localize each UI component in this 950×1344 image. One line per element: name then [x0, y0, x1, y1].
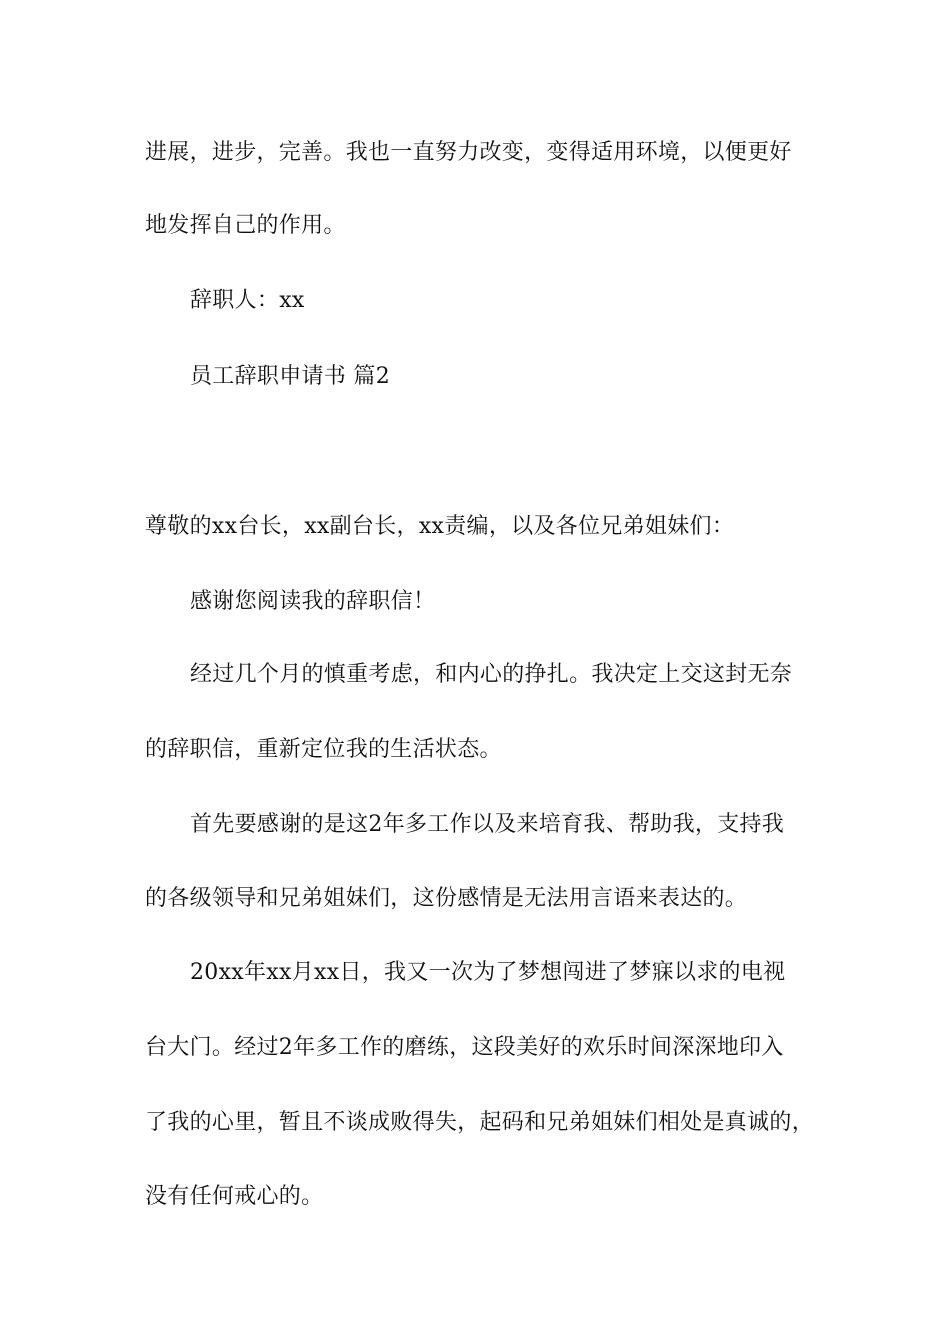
paragraph-line: 经过几个月的慎重考虑，和内心的挣扎。我决定上交这封无奈: [190, 662, 793, 687]
paragraph-line: 20xx年xx月xx日，我又一次为了梦想闯进了梦寐以求的电视: [190, 960, 786, 985]
paragraph-line: 台大门。经过2年多工作的磨练，这段美好的欢乐时间深深地印入: [145, 1035, 784, 1060]
paragraph-line: 进展，进步，完善。我也一直努力改变，变得适用环境，以便更好: [145, 140, 792, 165]
paragraph-line: 感谢您阅读我的辞职信！: [190, 589, 436, 614]
paragraph-line: 的各级领导和兄弟姐妹们，这份感情是无法用言语来表达的。: [145, 886, 748, 911]
paragraph-line: 了我的心里，暂且不谈成败得失，起码和兄弟姐妹们相处是真诚的，: [145, 1110, 815, 1135]
paragraph-line: 没有任何戒心的。: [145, 1184, 324, 1209]
paragraph-line: 的辞职信，重新定位我的生活状态。: [145, 737, 502, 762]
salutation: 尊敬的xx台长，xx副台长，xx责编，以及各位兄弟姐妹们：: [145, 514, 735, 539]
signature-line: 辞职人：xx: [190, 288, 305, 313]
paragraph-line: 首先要感谢的是这2年多工作以及来培育我、帮助我，支持我: [190, 812, 785, 837]
section-heading: 员工辞职申请书 篇2: [190, 364, 390, 389]
paragraph-line: 地发挥自己的作用。: [145, 213, 346, 238]
